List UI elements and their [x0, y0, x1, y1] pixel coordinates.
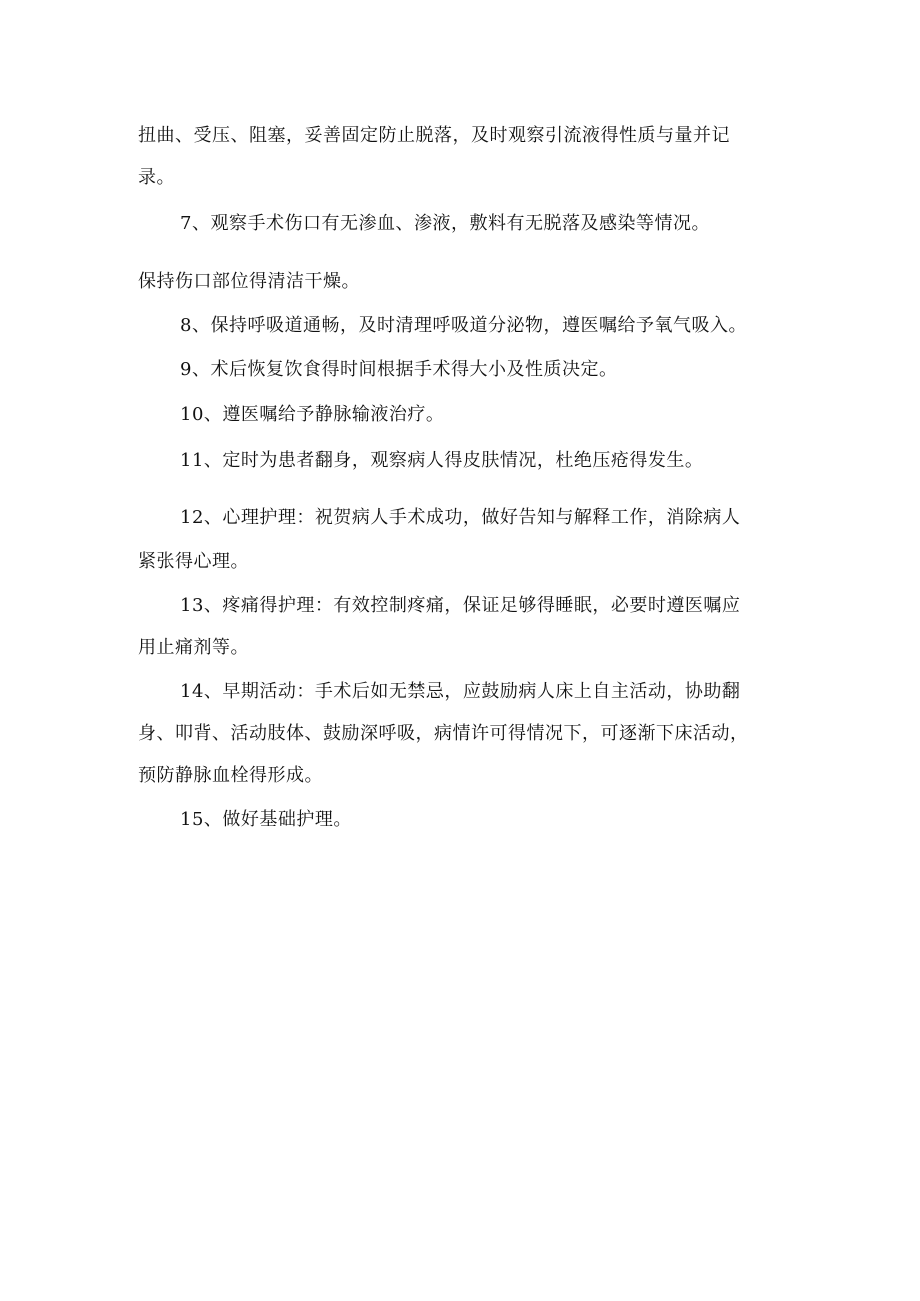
- text-line-2: 录。: [138, 167, 175, 188]
- text-line-7: 10、遵医嘱给予静脉输液治疗。: [180, 404, 445, 425]
- text-line-12: 用止痛剂等。: [138, 637, 249, 658]
- text-line-6: 9、术后恢复饮食得时间根据手术得大小及性质决定。: [180, 359, 618, 380]
- text-line-16: 15、做好基础护理。: [180, 809, 352, 830]
- text-line-14: 身、叩背、活动肢体、鼓励深呼吸，病情许可得情况下，可逐渐下床活动，: [138, 723, 749, 744]
- text-line-8: 11、定时为患者翻身，观察病人得皮肤情况，杜绝压疮得发生。: [180, 450, 704, 471]
- text-line-10: 紧张得心理。: [138, 551, 249, 572]
- text-line-3: 7、观察手术伤口有无渗血、渗液，敷料有无脱落及感染等情况。: [180, 213, 710, 234]
- text-line-9: 12、心理护理：祝贺病人手术成功，做好告知与解释工作，消除病人: [180, 507, 741, 528]
- text-line-15: 预防静脉血栓得形成。: [138, 765, 323, 786]
- text-line-11: 13、疼痛得护理：有效控制疼痛，保证足够得睡眠，必要时遵医嘱应: [180, 595, 741, 616]
- text-line-1: 扭曲、受压、阻塞，妥善固定防止脱落，及时观察引流液得性质与量并记: [138, 125, 730, 146]
- text-line-13: 14、早期活动：手术后如无禁忌，应鼓励病人床上自主活动，协助翻: [180, 681, 741, 702]
- text-line-5: 8、保持呼吸道通畅，及时清理呼吸道分泌物，遵医嘱给予氧气吸入。: [180, 315, 747, 336]
- text-line-4: 保持伤口部位得清洁干燥。: [138, 271, 360, 292]
